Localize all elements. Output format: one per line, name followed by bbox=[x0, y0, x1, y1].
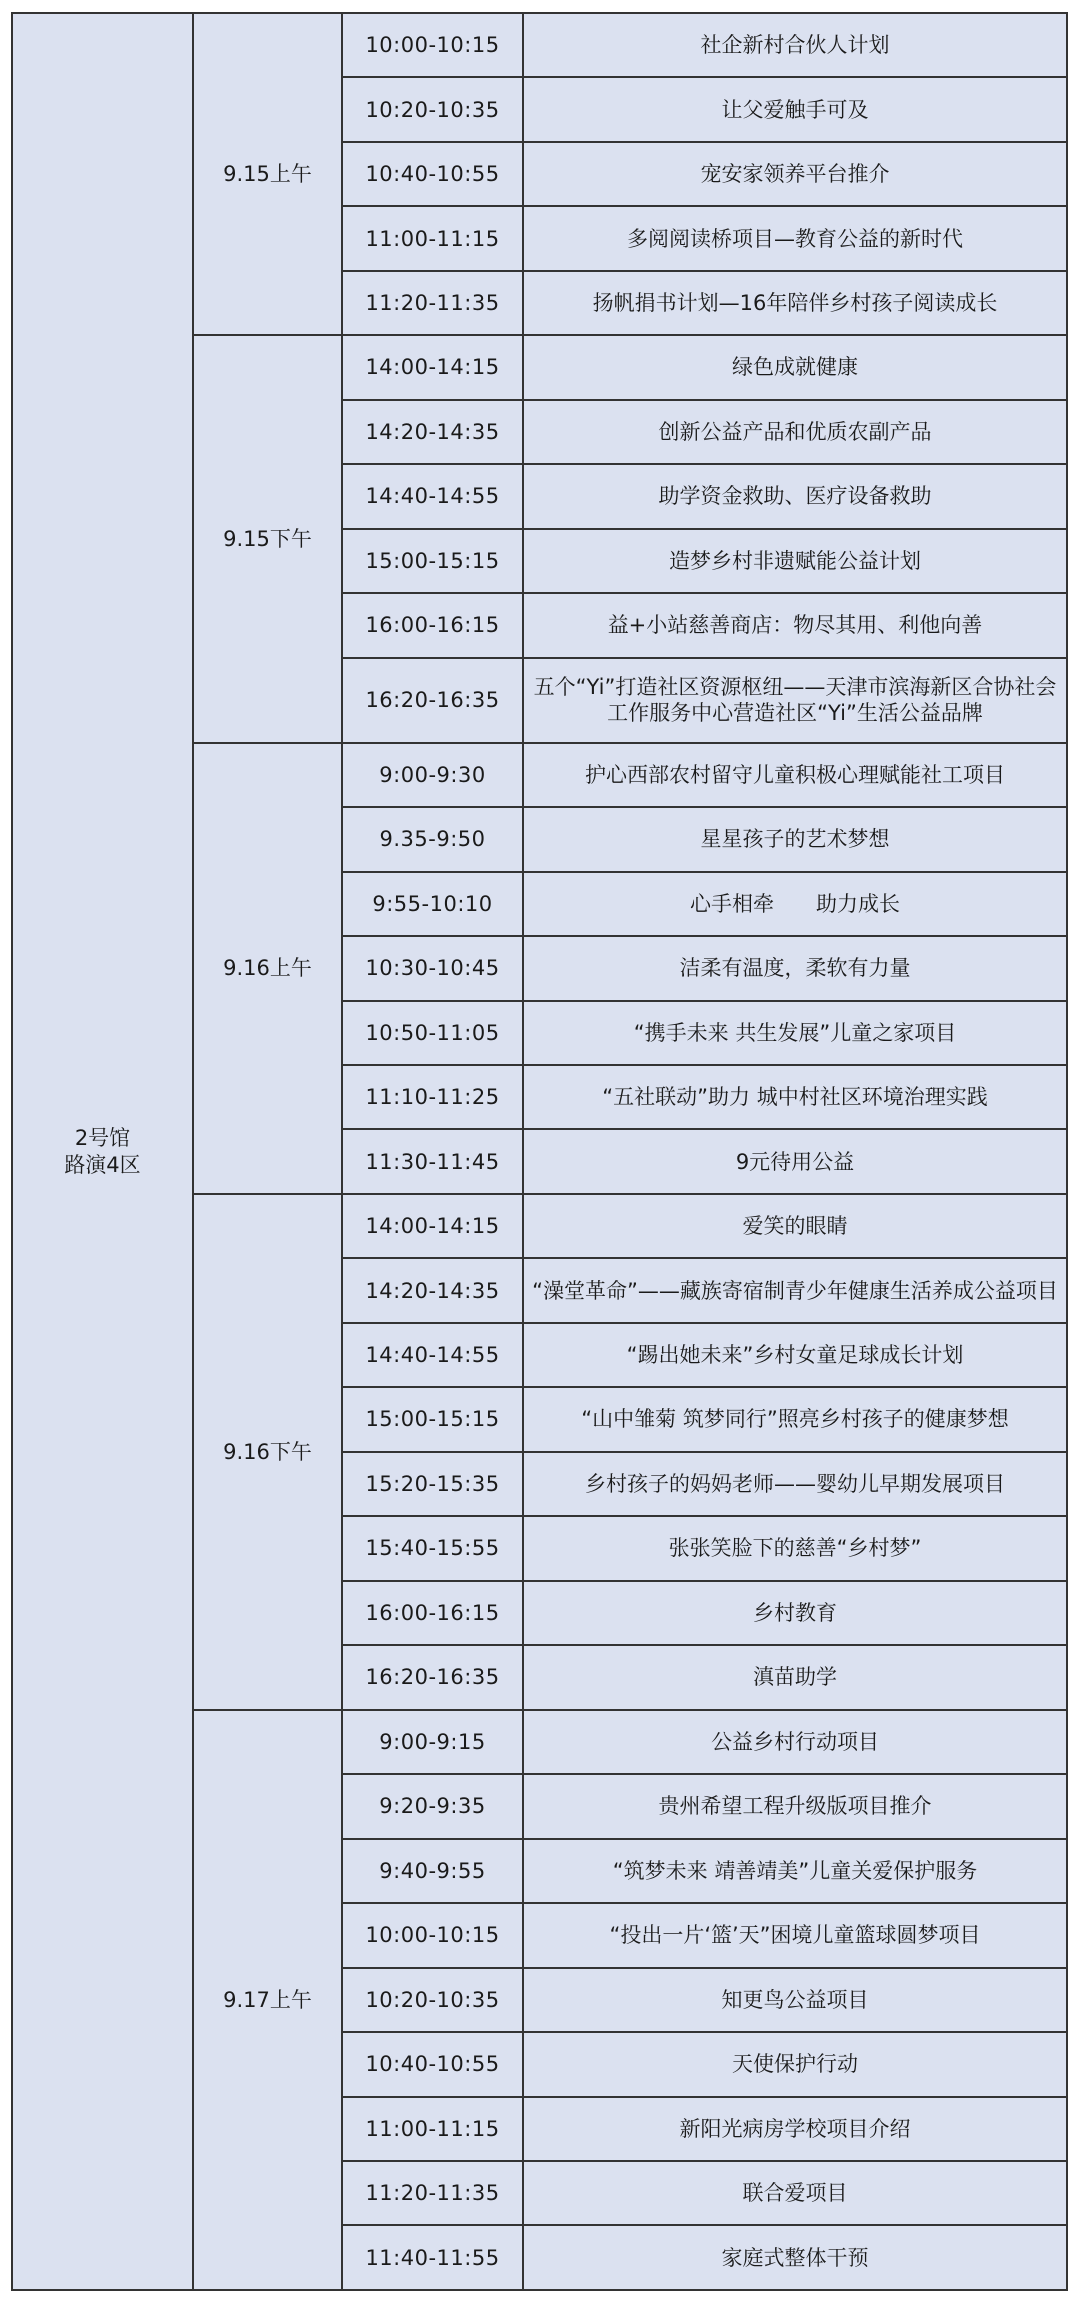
time-slot: 11:30-11:45 bbox=[342, 1129, 523, 1193]
project-title: 天使保护行动 bbox=[523, 2032, 1067, 2096]
project-title: “投出一片‘篮’天”困境儿童篮球圆梦项目 bbox=[523, 1903, 1067, 1967]
time-slot: 15:20-15:35 bbox=[342, 1452, 523, 1516]
time-slot: 16:20-16:35 bbox=[342, 658, 523, 743]
time-slot: 10:00-10:15 bbox=[342, 13, 523, 77]
session-label: 9.16上午 bbox=[193, 743, 342, 1194]
time-slot: 16:00-16:15 bbox=[342, 593, 523, 657]
time-slot: 10:30-10:45 bbox=[342, 936, 523, 1000]
time-slot: 14:20-14:35 bbox=[342, 1258, 523, 1322]
time-slot: 10:40-10:55 bbox=[342, 2032, 523, 2096]
time-slot: 9:00-9:30 bbox=[342, 743, 523, 807]
time-slot: 11:40-11:55 bbox=[342, 2225, 523, 2290]
project-title: 爱笑的眼睛 bbox=[523, 1194, 1067, 1258]
time-slot: 9:20-9:35 bbox=[342, 1774, 523, 1838]
project-title: 贵州希望工程升级版项目推介 bbox=[523, 1774, 1067, 1838]
time-slot: 11:00-11:15 bbox=[342, 2097, 523, 2161]
project-title: 五个“Yi”打造社区资源枢纽——天津市滨海新区合协社会工作服务中心营造社区“Yi”生活公益品牌 bbox=[523, 658, 1067, 743]
venue-hall-label: 2号馆 bbox=[74, 1126, 131, 1151]
time-slot: 14:40-14:55 bbox=[342, 464, 523, 528]
time-slot: 10:20-10:35 bbox=[342, 1968, 523, 2032]
session-label: 9.15上午 bbox=[193, 13, 342, 335]
venue-zone-label: 路演4区 bbox=[64, 1152, 141, 1177]
project-title: “携手未来 共生发展”儿童之家项目 bbox=[523, 1001, 1067, 1065]
project-title: “澡堂革命”——藏族寄宿制青少年健康生活养成公益项目 bbox=[523, 1258, 1067, 1322]
time-slot: 10:50-11:05 bbox=[342, 1001, 523, 1065]
time-slot: 9.35-9:50 bbox=[342, 807, 523, 871]
time-slot: 14:00-14:15 bbox=[342, 335, 523, 399]
venue-cell bbox=[12, 13, 193, 2290]
project-title: 绿色成就健康 bbox=[523, 335, 1067, 399]
project-title: 知更鸟公益项目 bbox=[523, 1968, 1067, 2032]
time-slot: 9:00-9:15 bbox=[342, 1710, 523, 1774]
project-title: 让父爱触手可及 bbox=[523, 77, 1067, 141]
project-title: 张张笑脸下的慈善“乡村梦” bbox=[523, 1516, 1067, 1580]
project-title: 益+小站慈善商店：物尽其用、利他向善 bbox=[523, 593, 1067, 657]
project-title: 9元待用公益 bbox=[523, 1129, 1067, 1193]
project-title: 联合爱项目 bbox=[523, 2161, 1067, 2225]
time-slot: 14:00-14:15 bbox=[342, 1194, 523, 1258]
project-title: 助学资金救助、医疗设备救助 bbox=[523, 464, 1067, 528]
time-slot: 16:00-16:15 bbox=[342, 1581, 523, 1645]
schedule-body bbox=[12, 13, 1067, 2290]
project-title: “五社联动”助力 城中村社区环境治理实践 bbox=[523, 1065, 1067, 1129]
time-slot: 11:20-11:35 bbox=[342, 2161, 523, 2225]
project-title: 家庭式整体干预 bbox=[523, 2225, 1067, 2290]
project-title: 滇苗助学 bbox=[523, 1645, 1067, 1709]
time-slot: 16:20-16:35 bbox=[342, 1645, 523, 1709]
project-title: 社企新村合伙人计划 bbox=[523, 13, 1067, 77]
time-slot: 15:40-15:55 bbox=[342, 1516, 523, 1580]
project-title: “筑梦未来 靖善靖美”儿童关爱保护服务 bbox=[523, 1839, 1067, 1903]
project-title: 造梦乡村非遗赋能公益计划 bbox=[523, 529, 1067, 593]
time-slot: 15:00-15:15 bbox=[342, 529, 523, 593]
project-title: 新阳光病房学校项目介绍 bbox=[523, 2097, 1067, 2161]
roadshow-schedule-table bbox=[11, 12, 1068, 2291]
project-title: 扬帆捐书计划—16年陪伴乡村孩子阅读成长 bbox=[523, 271, 1067, 335]
session-label: 9.15下午 bbox=[193, 335, 342, 742]
project-title: 公益乡村行动项目 bbox=[523, 1710, 1067, 1774]
project-title: 多阅阅读桥项目—教育公益的新时代 bbox=[523, 206, 1067, 270]
time-slot: 15:00-15:15 bbox=[342, 1387, 523, 1451]
time-slot: 10:40-10:55 bbox=[342, 142, 523, 206]
time-slot: 11:10-11:25 bbox=[342, 1065, 523, 1129]
session-label: 9.17上午 bbox=[193, 1710, 342, 2290]
time-slot: 11:20-11:35 bbox=[342, 271, 523, 335]
session-label: 9.16下午 bbox=[193, 1194, 342, 1710]
project-title: 乡村孩子的妈妈老师——婴幼儿早期发展项目 bbox=[523, 1452, 1067, 1516]
time-slot: 10:20-10:35 bbox=[342, 77, 523, 141]
time-slot: 14:20-14:35 bbox=[342, 400, 523, 464]
time-slot: 10:00-10:15 bbox=[342, 1903, 523, 1967]
project-title: 乡村教育 bbox=[523, 1581, 1067, 1645]
time-slot: 11:00-11:15 bbox=[342, 206, 523, 270]
project-title: “山中雏菊 筑梦同行”照亮乡村孩子的健康梦想 bbox=[523, 1387, 1067, 1451]
time-slot: 9:55-10:10 bbox=[342, 872, 523, 936]
project-title: 创新公益产品和优质农副产品 bbox=[523, 400, 1067, 464]
project-title: 宠安家领养平台推介 bbox=[523, 142, 1067, 206]
project-title: 心手相牵 助力成长 bbox=[523, 872, 1067, 936]
schedule-row bbox=[12, 13, 1067, 77]
project-title: 护心西部农村留守儿童积极心理赋能社工项目 bbox=[523, 743, 1067, 807]
time-slot: 9:40-9:55 bbox=[342, 1839, 523, 1903]
project-title: “踢出她未来”乡村女童足球成长计划 bbox=[523, 1323, 1067, 1387]
project-title: 洁柔有温度，柔软有力量 bbox=[523, 936, 1067, 1000]
time-slot: 14:40-14:55 bbox=[342, 1323, 523, 1387]
project-title: 星星孩子的艺术梦想 bbox=[523, 807, 1067, 871]
